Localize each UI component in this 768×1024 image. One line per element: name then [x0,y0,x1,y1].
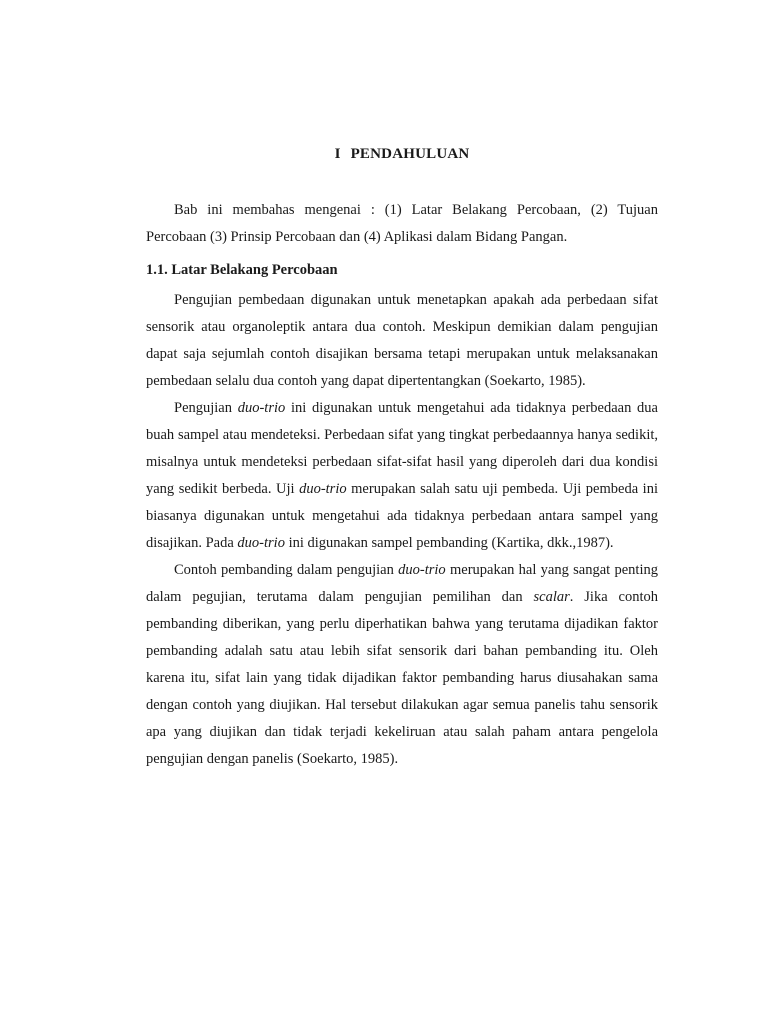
paragraph-2-term-a: duo-trio [237,400,286,416]
paragraph-1: Pengujian pembedaan digunakan untuk menetapkan apakah ada perbedaan sifat sensorik atau organoleptik antara dua contoh. Meskipun demikian dalam pengujian dapat saja sejumlah contoh disajikan bersama tetapi merupakan untuk melaksanakan pembedaan selalu dua contoh yang dapat dipertentangkan (Soekarto, 1985). [146,292,658,389]
chapter-name: PENDAHULUAN [350,146,470,162]
section-heading: 1.1. Latar Belakang Percobaan [146,262,338,278]
intro-paragraph: Bab ini membahas mengenai : (1) Latar Belakang Percobaan, (2) Tujuan Percobaan (3) Prinsip Percobaan dan (4) Aplikasi dalam Bidang Pangan. [146,202,658,245]
paragraph-3-text-b: merupakan hal yang sangat penting dalam pegujian, terutama dalam pengujian pemilihan dan [146,562,658,605]
intro-block [146,197,658,251]
document-page [146,0,658,1024]
paragraph-2-term-b: duo-trio [299,481,347,497]
paragraph-2-text-b: ini digunakan untuk mengetahui ada tidaknya perbedaan dua buah sampel atau mendeteksi. Perbedaan sifat yang tingkat perbedaannya hanya sedikit, misalnya untuk mendeteksi perbedaan sifat-sifat hasil yang diperoleh dari dua kondisi yang sedikit berbeda. Uji [146,400,658,497]
paragraph-2 [146,395,658,557]
paragraph-3-text-a: Contoh pembanding dalam pengujian [174,562,399,578]
paragraph-2-text-c: merupakan salah satu uji pembeda. Uji pembeda ini biasanya digunakan untuk mengetahui ada tidaknya perbedaan antara sampel yang disajikan. Pada [146,481,658,551]
paragraph-3-term-a: duo-trio [398,562,446,578]
chapter-title [146,146,658,163]
paragraph-3 [146,557,658,773]
paragraph-2-term-c: duo-trio [237,535,285,551]
chapter-number: I [334,146,341,162]
paragraph-3-term-b: scalar [533,589,570,605]
paragraph-3-text-c: . Jika contoh pembanding diberikan, yang perlu diperhatikan bahwa yang terutama dijadikan faktor pembanding adalah satu atau lebih sifat sensorik dari bahan pembanding itu. Oleh karena itu, sifat lain yang tidak dijadikan faktor pembanding harus diusahakan sama dengan contoh yang diujikan. Hal tersebut dilakukan agar semua panelis tahu sensorik apa yang diujikan dan tidak terjadi kekeliruan atau salah paham antara pengelola pengujian dengan panelis (Soekarto, 1985). [146,589,659,767]
paragraph-2-text-d: ini digunakan sampel pembanding (Kartika, dkk.,1987). [284,535,614,551]
section-body [146,287,658,773]
paragraph-2-text-a: Pengujian [174,400,238,416]
